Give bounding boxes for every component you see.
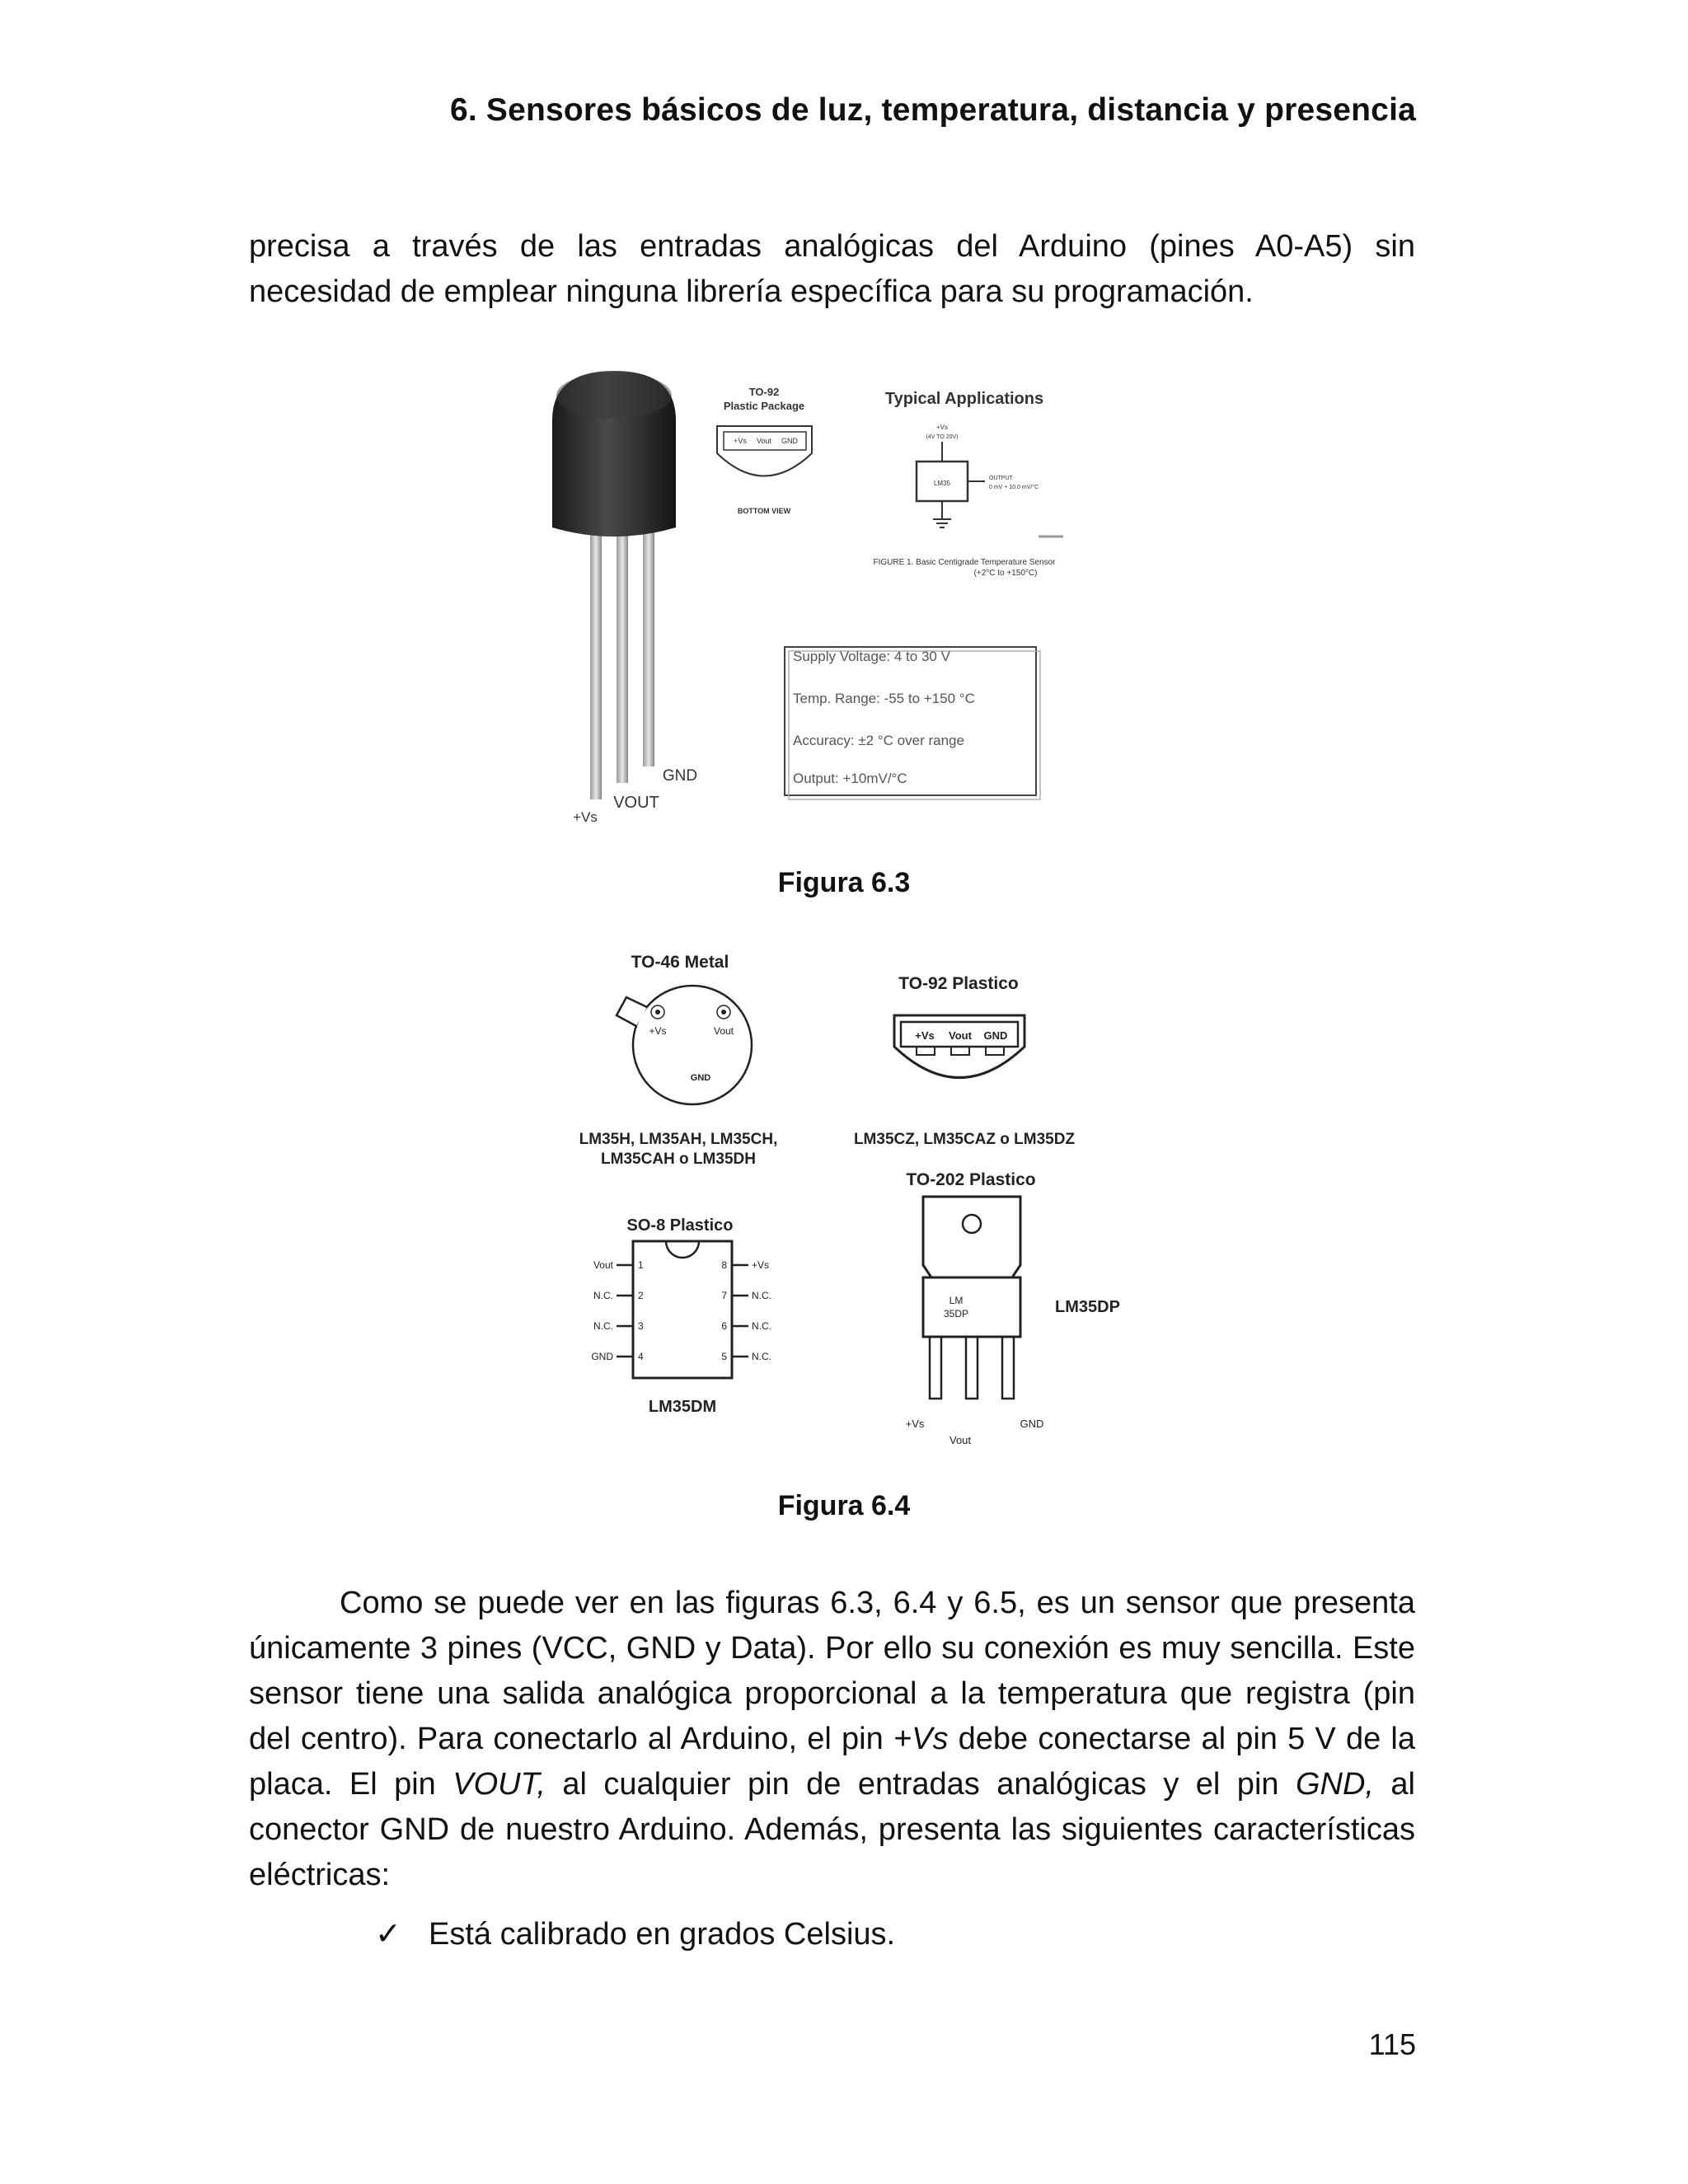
so8-outline [633,1241,732,1378]
svg-text:7: 7 [721,1290,727,1301]
to202-tab [923,1197,1020,1277]
svg-text:LM35: LM35 [933,480,951,487]
lm35-photo [552,371,697,825]
leg-gnd [643,527,654,766]
spec-line: Supply Voltage: 4 to 30 V [793,649,950,664]
svg-text:TO-92 Plastico: TO-92 Plastico [898,974,1019,993]
leg-label-vs: +Vs [573,809,598,825]
typical-application-circuit [873,390,1063,578]
svg-text:(4V TO 20V): (4V TO 20V) [926,434,959,440]
svg-text:LM35DP: LM35DP [1055,1298,1120,1316]
svg-text:Vout: Vout [949,1434,972,1446]
svg-text:6: 6 [721,1320,727,1332]
leg-vs [590,527,602,799]
figure-6-4 [544,940,1154,1483]
to92-plastic-package [854,974,1076,1148]
paragraph-intro: precisa a través de las entradas analógicas del Arduino (pines A0-A5) sin necesidad de emplear ninguna librería específica para su programación. [249,229,1415,309]
svg-text:SO-8 Plastico: SO-8 Plastico [626,1216,734,1235]
svg-text:GND: GND [690,1073,711,1083]
svg-text:BOTTOM VIEW: BOTTOM VIEW [737,507,791,515]
svg-text:Vout: Vout [756,437,772,445]
svg-text:+Vs: +Vs [649,1025,667,1037]
svg-text:N.C.: N.C. [752,1320,771,1332]
to202-plastic-package [906,1170,1120,1446]
svg-text:+Vs: +Vs [915,1029,935,1042]
page-number: 115 [1368,2027,1416,2061]
svg-text:TO-46 Metal: TO-46 Metal [631,953,729,972]
svg-text:+Vs: +Vs [935,424,949,431]
svg-text:0 mV + 10.0 mV/°C: 0 mV + 10.0 mV/°C [989,485,1039,490]
spec-line: Temp. Range: -55 to +150 °C [793,691,975,706]
svg-text:GND: GND [591,1351,613,1362]
svg-text:+Vs: +Vs [752,1259,770,1271]
svg-text:2: 2 [638,1290,644,1301]
svg-text:(+2°C to +150°C): (+2°C to +150°C) [973,569,1038,578]
specs-box [785,647,1040,799]
svg-text:N.C.: N.C. [593,1290,613,1301]
svg-text:+Vs: +Vs [905,1418,925,1430]
svg-text:Plastic Package: Plastic Package [723,400,805,412]
mounting-hole-icon [963,1215,981,1233]
to202-body [923,1277,1020,1337]
so8-notch [666,1241,699,1258]
svg-text:8: 8 [721,1259,727,1271]
svg-text:OUTPUT: OUTPUT [989,476,1013,481]
svg-text:GND: GND [983,1029,1008,1042]
svg-text:LM35CZ, LM35CAZ o LM35DZ: LM35CZ, LM35CAZ o LM35DZ [853,1131,1076,1148]
svg-text:GND: GND [1020,1418,1044,1430]
checkmark-icon: ✓ [375,1917,401,1952]
chapter-title: 6. Sensores básicos de luz, temperatura, distancia y presencia [449,92,1416,128]
svg-text:LM35CAH o LM35DH: LM35CAH o LM35DH [601,1151,756,1168]
svg-text:+Vs: +Vs [734,437,747,445]
spec-line: Output: +10mV/°C [793,771,907,786]
leg-vout [617,527,628,783]
bullet-item [375,1912,895,1957]
svg-text:4: 4 [638,1351,644,1362]
svg-text:Vout: Vout [949,1029,972,1042]
svg-text:TO-92: TO-92 [748,386,780,398]
to92-package-view [717,386,812,515]
svg-text:LM35DM: LM35DM [648,1398,717,1416]
svg-text:GND: GND [781,437,798,445]
leg-label-vout: VOUT [613,794,659,812]
svg-text:5: 5 [721,1351,727,1362]
to46-metal-package [579,953,778,1168]
svg-text:Vout: Vout [713,1025,734,1037]
svg-text:LM35H, LM35AH, LM35CH,: LM35H, LM35AH, LM35CH, [579,1131,778,1148]
svg-text:1: 1 [638,1259,644,1271]
to46-tab [617,997,647,1026]
svg-text:Vout: Vout [593,1259,613,1271]
to46-outline [633,986,752,1104]
svg-text:N.C.: N.C. [752,1351,771,1362]
svg-text:35DP: 35DP [943,1308,969,1319]
leg-label-gnd: GND [662,767,698,785]
typical-applications-title: Typical Applications [884,390,1044,408]
svg-text:FIGURE 1. Basic Centigrade Tem: FIGURE 1. Basic Centigrade Temperature Sensor [873,558,1056,567]
paragraph-connection: Como se puede ver en las figuras 6.3, 6.4 y 6.5, es un sensor que presenta únicamente 3 pines (VCC, GND y Data). Por ello su conexión es muy sencilla. Este sensor tiene una salida analógica proporcional a la temperatura que registra (pin del centro). Para conectarlo al Arduino, el pin +Vs debe conectarse al pin 5 V de la placa. El pin VOUT, al cualquier pin de entradas analógicas y el pin GND, al conector GND de nuestro Arduino. Además, presenta las siguientes características eléctricas: [249,1586,1415,1892]
svg-text:TO-202 Plastico: TO-202 Plastico [906,1170,1036,1189]
figure-6-3-caption: Figura 6.3 [777,867,911,898]
so8-plastic-package [591,1216,771,1416]
figure-6-3 [544,363,1137,841]
svg-text:N.C.: N.C. [752,1290,771,1301]
figure-6-4-caption: Figura 6.4 [777,1490,911,1521]
svg-text:3: 3 [638,1320,644,1332]
svg-text:LM: LM [949,1295,964,1306]
spec-line: Accuracy: ±2 °C over range [793,733,964,748]
bullet-text: Está calibrado en grados Celsius. [429,1917,896,1952]
svg-text:N.C.: N.C. [593,1320,613,1332]
package-outline [717,426,812,476]
